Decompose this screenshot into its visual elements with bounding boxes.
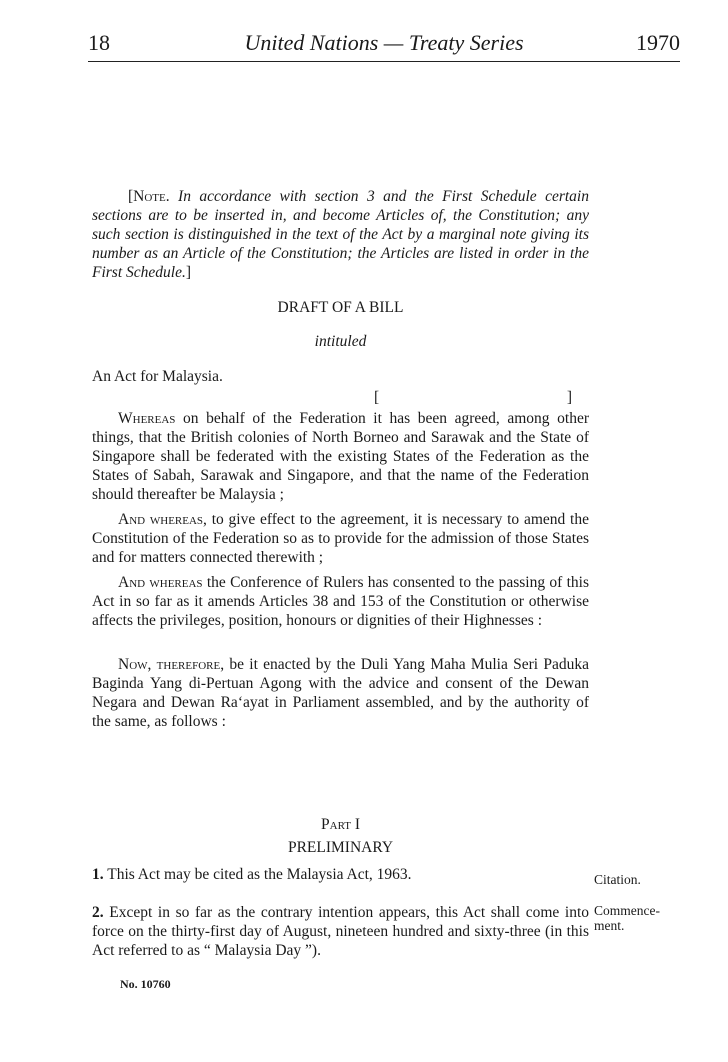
section-text: Except in so far as the contrary intention appears, this Act shall come into force on the thirty-first day of August, nineteen hundred and sixty-three (in this Act referred to as “ Malaysia Day ”).	[92, 904, 589, 959]
preamble-paragraph	[92, 573, 589, 630]
page-header	[88, 30, 680, 60]
page-number: 18	[88, 30, 110, 55]
preamble-text: on behalf of the Federation it has been agreed, among other things, that the British colonies of North Borneo and Sarawak and the State of Singapore shall be federated with the existing States of the Federation as the States of Sabah, Sarawak and Singapore, and that the name of the Federation should thereafter be Malaysia ;	[92, 410, 589, 503]
preamble-lead: And whereas	[118, 574, 203, 591]
section-number: 2.	[92, 904, 104, 921]
act-long-title: An Act for Malaysia.	[92, 368, 223, 385]
header-year: 1970	[636, 30, 680, 55]
part-heading: PRELIMINARY	[287, 839, 394, 856]
preamble-paragraph	[92, 409, 589, 504]
preamble-lead: Now, therefore,	[118, 656, 225, 673]
bracket-open: [	[374, 389, 380, 406]
editorial-note	[92, 187, 589, 282]
note-close: ]	[185, 264, 192, 281]
treaty-number: No. 10760	[120, 977, 171, 991]
preamble-paragraph	[92, 510, 589, 567]
bill-intituled: intituled	[314, 333, 367, 350]
header-rule	[88, 61, 680, 62]
section-text: This Act may be cited as the Malaysia Act, 1963.	[103, 866, 412, 883]
preamble-text: the Conference of Rulers has consented to the passing of this Act in so far as it amends Articles 38 and 153 of the Constitution or otherwise affects the privileges, position, honours or dignities of their Highnesses :	[92, 574, 589, 629]
margin-note-citation: Citation.	[594, 872, 641, 887]
bill-title: DRAFT OF A BILL	[277, 299, 404, 316]
preamble-text: to give effect to the agreement, it is necessary to amend the Constitution of the Federation so as to provide for the admission of those States and for matters connected therewith ;	[92, 511, 589, 566]
preamble-paragraph	[92, 655, 589, 731]
preamble-text: be it enacted by the Duli Yang Maha Mulia Seri Paduka Baginda Yang di-Pertuan Agong with the advice and consent of the Dewan Negara and Dewan Ra‘ayat in Parliament assembled, and by the authority of the same, as follows :	[92, 656, 590, 730]
note-label: [Note.	[128, 188, 170, 205]
note-text: In accordance with section 3 and the First Schedule certain sections are to be inserted in, and become Articles of, the Constitution; any such section is distinguished in the text of the Act by a marginal note giving its number as an Article of the Constitution; the Articles are listed in order in the First Schedule.	[92, 188, 589, 281]
margin-note-commencement: Commence- ment.	[594, 903, 660, 933]
preamble-lead: Whereas	[118, 410, 176, 427]
bracket-close: ]	[566, 389, 572, 406]
section-number: 1.	[92, 866, 104, 883]
running-title: United Nations — Treaty Series	[244, 30, 524, 55]
preamble-lead: And whereas,	[118, 511, 207, 528]
section-2	[92, 903, 589, 960]
section-1	[92, 865, 589, 884]
part-label: Part I	[321, 816, 360, 833]
